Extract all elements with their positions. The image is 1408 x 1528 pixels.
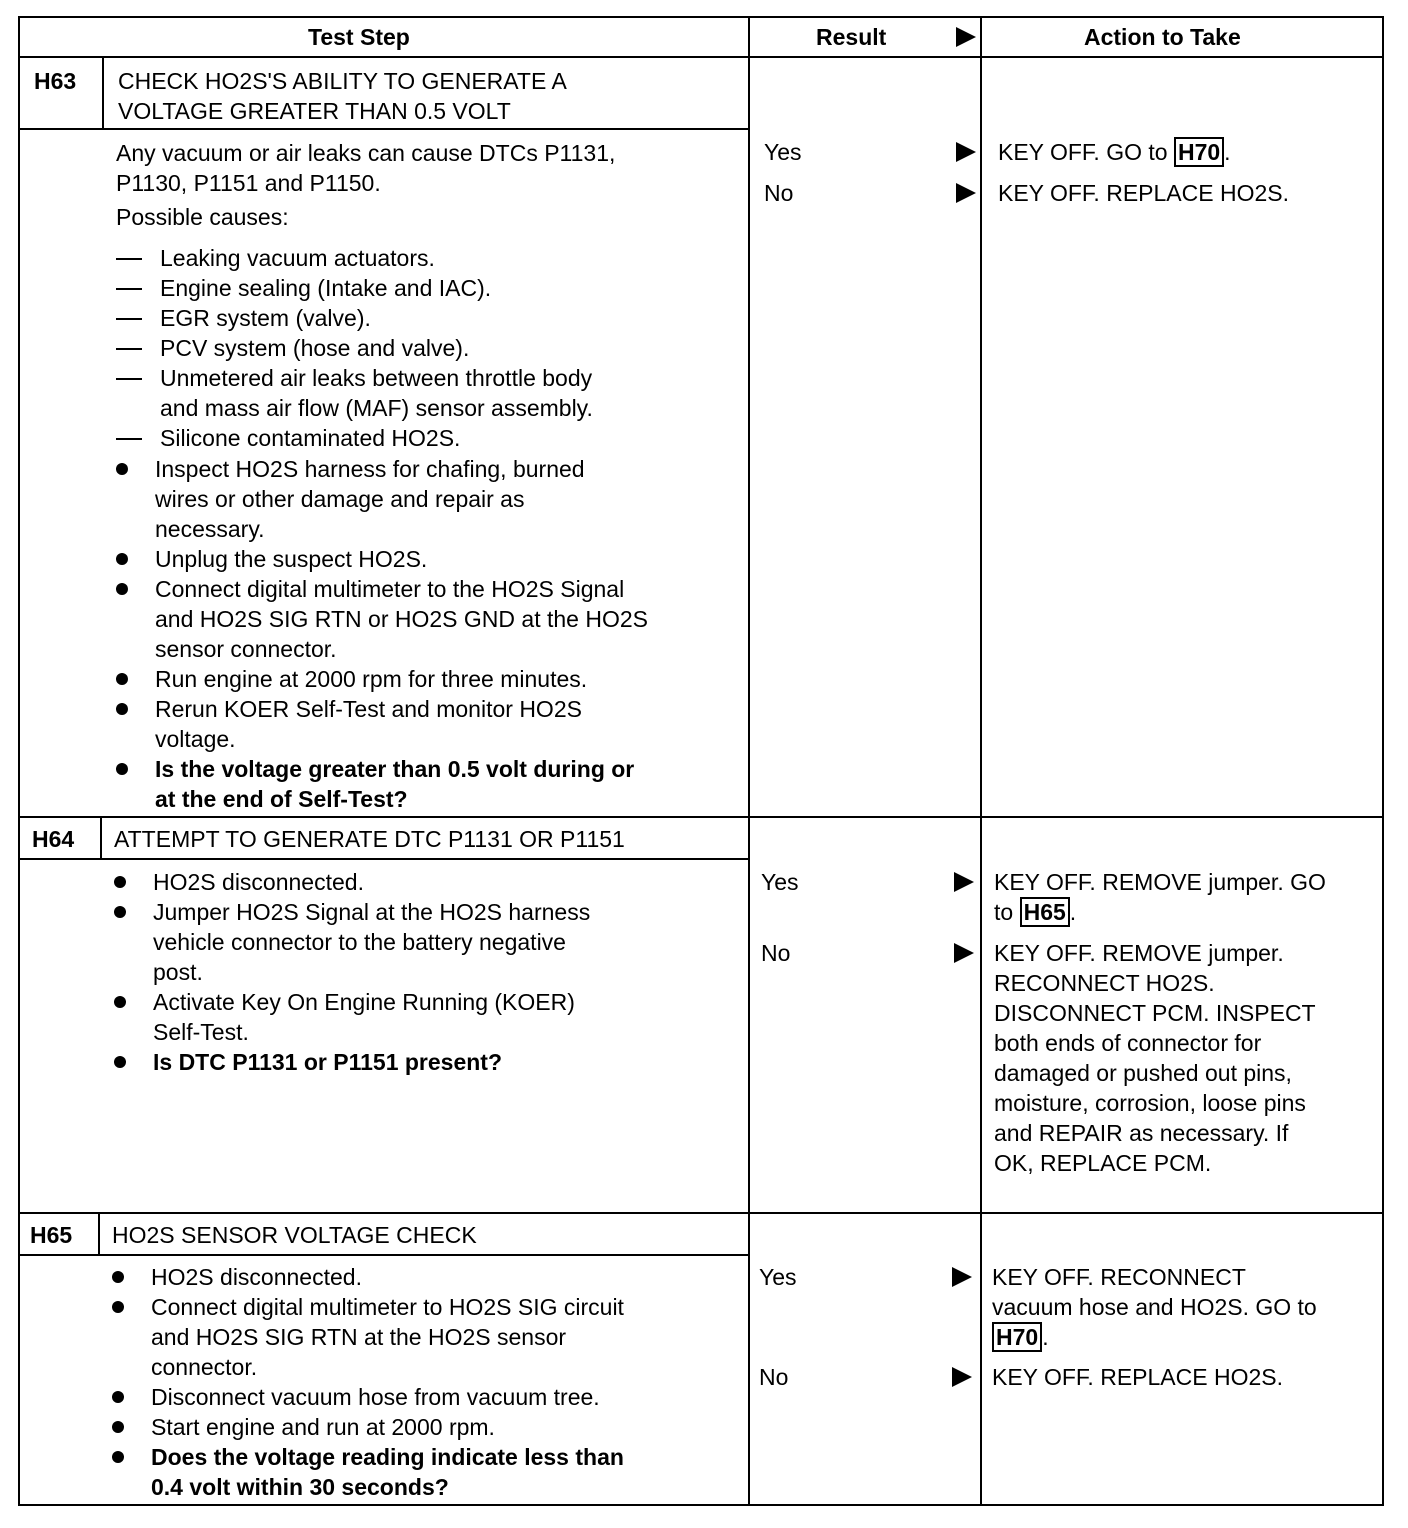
h65-id-divider <box>98 1212 100 1254</box>
h64-step: post. <box>153 959 203 985</box>
h63-step: Unplug the suspect HO2S. <box>155 546 428 572</box>
h64-ref-h65[interactable]: H65 <box>1020 897 1070 927</box>
h64-action-no: DISCONNECT PCM. INSPECT <box>994 1000 1316 1026</box>
h65-step: HO2S disconnected. <box>151 1264 362 1290</box>
row-divider-h64 <box>18 816 1382 818</box>
bullet-icon <box>114 996 126 1008</box>
h63-action-no: KEY OFF. REPLACE HO2S. <box>998 180 1290 206</box>
h65-action-yes-line2: vacuum hose and HO2S. GO to <box>992 1294 1317 1320</box>
h65-question-line2: 0.4 volt within 30 seconds? <box>151 1474 449 1500</box>
h63-possible-causes: Possible causes: <box>116 204 289 230</box>
bullet-icon <box>116 673 128 685</box>
h63-cause: Unmetered air leaks between throttle body <box>160 365 593 391</box>
h63-step: Rerun KOER Self-Test and monitor HO2S <box>155 696 582 722</box>
h65-no-arrow-icon <box>952 1367 972 1387</box>
h64-no-arrow-icon <box>954 943 974 963</box>
h64-action-no: RECONNECT HO2S. <box>994 970 1215 996</box>
h64-step: vehicle connector to the battery negative <box>153 929 566 955</box>
col-divider-result <box>748 16 750 1504</box>
bullet-icon <box>114 906 126 918</box>
col-divider-action <box>980 16 982 1504</box>
h64-action-no: OK, REPLACE PCM. <box>994 1150 1212 1176</box>
bullet-icon <box>116 463 128 475</box>
bullet-icon <box>112 1391 124 1403</box>
h63-step: voltage. <box>155 726 236 752</box>
h64-step: Self-Test. <box>153 1019 249 1045</box>
h64-question: Is DTC P1131 or P1151 present? <box>153 1049 503 1075</box>
h65-action-no: KEY OFF. REPLACE HO2S. <box>992 1364 1284 1390</box>
h64-action-no: KEY OFF. REMOVE jumper. <box>994 940 1284 966</box>
h64-id-divider <box>100 816 102 858</box>
dash-icon <box>116 348 142 350</box>
h63-question-line1: Is the voltage greater than 0.5 volt during or <box>155 756 635 782</box>
h63-result-yes: Yes <box>764 139 802 165</box>
bullet-icon <box>116 703 128 715</box>
h65-result-no: No <box>759 1364 789 1390</box>
h63-intro-line2: P1130, P1151 and P1150. <box>116 170 381 196</box>
h63-cause: Engine sealing (Intake and IAC). <box>160 275 492 301</box>
h64-action-no: and REPAIR as necessary. If <box>994 1120 1289 1146</box>
header-result: Result <box>816 24 887 50</box>
header-test-step: Test Step <box>308 24 410 50</box>
h64-yes-arrow-icon <box>954 872 974 892</box>
h63-step: necessary. <box>155 516 265 542</box>
h64-step: Jumper HO2S Signal at the HO2S harness <box>153 899 591 925</box>
h63-id-divider <box>102 56 104 128</box>
dash-icon <box>116 318 142 320</box>
h63-cause: Leaking vacuum actuators. <box>160 245 435 271</box>
bullet-icon <box>116 553 128 565</box>
bullet-icon <box>114 876 126 888</box>
h63-step: Connect digital multimeter to the HO2S Signal <box>155 576 625 602</box>
h63-id: H63 <box>34 68 77 94</box>
dash-icon <box>116 288 142 290</box>
h65-step: Start engine and run at 2000 rpm. <box>151 1414 495 1440</box>
h63-title-divider <box>18 128 750 130</box>
h63-yes-arrow-icon <box>956 142 976 162</box>
h63-no-arrow-icon <box>956 183 976 203</box>
h64-action-yes-line1: KEY OFF. REMOVE jumper. GO <box>994 869 1326 895</box>
h63-question-line2: at the end of Self-Test? <box>155 786 408 812</box>
h65-ref-h70[interactable]: H70 <box>992 1322 1042 1352</box>
h63-step: sensor connector. <box>155 636 337 662</box>
h65-action-yes-line1: KEY OFF. RECONNECT <box>992 1264 1246 1290</box>
bullet-icon <box>112 1451 124 1463</box>
h63-result-no: No <box>764 180 794 206</box>
bullet-icon <box>114 1056 126 1068</box>
h64-action-yes-line2: to H65 . <box>994 899 1077 925</box>
h64-step: Activate Key On Engine Running (KOER) <box>153 989 575 1015</box>
h64-action-no: moisture, corrosion, loose pins <box>994 1090 1306 1116</box>
h63-ref-h70[interactable]: H70 <box>1174 137 1224 167</box>
h64-action-no: both ends of connector for <box>994 1030 1262 1056</box>
h63-intro-line1: Any vacuum or air leaks can cause DTCs P1131, <box>116 140 616 166</box>
h65-title: HO2S SENSOR VOLTAGE CHECK <box>112 1222 477 1248</box>
h63-cause: PCV system (hose and valve). <box>160 335 470 361</box>
h65-action-yes-line3: H70 . <box>992 1322 1049 1352</box>
h65-question-line1: Does the voltage reading indicate less than <box>151 1444 624 1470</box>
h63-cause: Silicone contaminated HO2S. <box>160 425 461 451</box>
h63-action-yes: KEY OFF. GO to H70 . <box>998 139 1231 165</box>
h63-cause: EGR system (valve). <box>160 305 371 331</box>
h63-title-line2: VOLTAGE GREATER THAN 0.5 VOLT <box>118 98 511 124</box>
h64-title: ATTEMPT TO GENERATE DTC P1131 OR P1151 <box>114 826 625 852</box>
diagnostic-table <box>18 16 1382 1504</box>
h64-result-no: No <box>761 940 791 966</box>
h65-step: and HO2S SIG RTN at the HO2S sensor <box>151 1324 567 1350</box>
h65-step: Disconnect vacuum hose from vacuum tree. <box>151 1384 600 1410</box>
h64-title-divider <box>18 858 750 860</box>
bullet-icon <box>116 583 128 595</box>
h65-title-divider <box>18 1254 750 1256</box>
h63-cause: and mass air flow (MAF) sensor assembly. <box>160 395 593 421</box>
h64-result-yes: Yes <box>761 869 799 895</box>
bullet-icon <box>112 1271 124 1283</box>
bullet-icon <box>112 1421 124 1433</box>
h63-title-line1: CHECK HO2S'S ABILITY TO GENERATE A <box>118 68 567 94</box>
h63-step: and HO2S SIG RTN or HO2S GND at the HO2S <box>155 606 648 632</box>
dash-icon <box>116 438 142 440</box>
h65-id: H65 <box>30 1222 73 1248</box>
dash-icon <box>116 378 142 380</box>
bullet-icon <box>112 1301 124 1313</box>
h63-step: Inspect HO2S harness for chafing, burned <box>155 456 585 482</box>
h65-step: Connect digital multimeter to HO2S SIG circuit <box>151 1294 624 1320</box>
header-divider <box>18 56 1382 58</box>
bullet-icon <box>116 763 128 775</box>
h64-step: HO2S disconnected. <box>153 869 364 895</box>
h65-step: connector. <box>151 1354 258 1380</box>
h65-yes-arrow-icon <box>952 1267 972 1287</box>
h63-step: wires or other damage and repair as <box>155 486 525 512</box>
row-divider-h65 <box>18 1212 1382 1214</box>
h64-id: H64 <box>32 826 75 852</box>
h65-result-yes: Yes <box>759 1264 797 1290</box>
dash-icon <box>116 258 142 260</box>
h64-action-no: damaged or pushed out pins, <box>994 1060 1292 1086</box>
header-action: Action to Take <box>1084 24 1241 50</box>
header-arrow-icon <box>956 27 976 47</box>
h63-step: Run engine at 2000 rpm for three minutes. <box>155 666 588 692</box>
